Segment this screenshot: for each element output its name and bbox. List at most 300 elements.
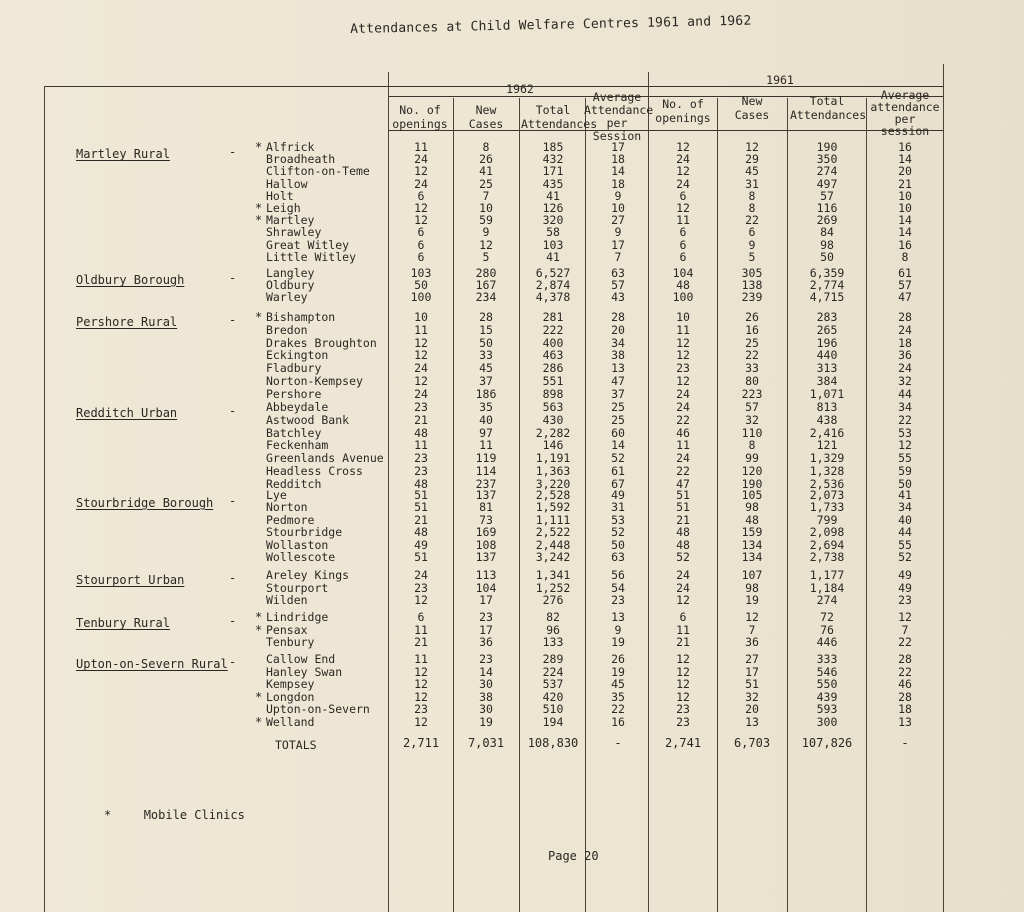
table-cell: 12 [414,689,428,704]
col-header-new-cases-1962: New Cases [468,103,504,131]
table-cell: 22 [898,412,912,427]
table-cell: 2,416 [809,425,845,440]
district-dash: - [229,655,237,669]
table-cell: 126 [542,201,564,215]
table-cell: 286 [542,361,564,376]
table-cell: 10 [414,310,428,324]
table-cell: 12 [676,677,690,692]
table-cell: 35 [479,400,493,414]
table-cell: 20 [745,702,759,717]
table-cell: 265 [816,322,838,337]
centre-name: Wollescote [266,550,336,564]
table-cell: 289 [542,652,564,666]
table-cell: 57 [820,188,834,203]
table-cell: 14 [898,225,912,240]
table-cell: 48 [414,476,428,491]
table-cell: 497 [816,176,838,191]
table-cell: 13 [611,361,625,376]
table-cell: 23 [414,580,428,595]
table-cell: 8 [482,140,490,154]
table-cell: 305 [741,266,763,280]
table-cell: 190 [816,140,838,154]
table-cell: 14 [898,152,912,167]
table-cell: 24 [898,322,912,337]
table-cell: 31 [745,176,759,191]
table-cell: 1,252 [535,580,571,595]
table-cell: 52 [611,451,625,466]
table-cell: 44 [898,386,912,401]
centre-name: Fladbury [266,361,322,376]
table-cell: 40 [479,412,493,427]
table-cell: 21 [676,635,690,650]
centre-name: Wollaston [266,537,329,552]
table-cell: 49 [414,537,428,552]
centre-name: Stourport [266,580,329,595]
table-cell: 22 [745,348,759,363]
table-cell: 813 [816,400,838,414]
table-cell: 37 [479,374,493,388]
centre-name: Alfrick [266,140,315,154]
table-cell: 25 [611,400,625,414]
table-cell: 21 [414,512,428,527]
table-cell: 51 [676,488,690,502]
total-openings-1962: 2,711 [402,736,440,750]
table-cell: 171 [542,164,564,179]
table-cell: 24 [676,400,690,414]
table-cell: 119 [475,451,497,466]
table-cell: 12 [414,677,428,692]
table-cell: 104 [672,266,694,280]
table-cell: 8 [901,249,909,264]
table-cell: 3,220 [535,476,571,491]
table-cell: 34 [611,335,625,350]
year-1961-header: 1961 [766,73,794,87]
table-cell: 6 [679,188,687,203]
table-cell: 23 [676,715,690,729]
table-cell: 10 [611,201,625,215]
table-cell: 11 [414,322,428,337]
table-cell: 19 [611,664,625,679]
table-cell: 48 [676,537,690,552]
table-cell: 134 [741,537,763,552]
table-cell: 438 [816,412,838,427]
table-cell: 52 [611,525,625,540]
centre-name: Pensax [266,622,308,637]
table-cell: 10 [898,188,912,203]
table-cell: 52 [898,550,912,564]
table-cell: 12 [676,335,690,350]
table-cell: 61 [898,266,912,280]
table-cell: 98 [820,237,834,252]
table-cell: 35 [611,689,625,704]
centre-name: Shrawley [266,225,322,240]
table-cell: 537 [542,677,564,692]
table-cell: 50 [479,335,493,350]
table-cell: 27 [745,652,759,666]
page-title: Attendances at Child Welfare Centres 1961 and 1962 [350,13,752,37]
district-label: Tenbury Rural [76,616,170,630]
table-cell: 19 [611,635,625,650]
table-cell: 67 [611,476,625,491]
col-header-total-1962: Total Attendances [521,103,598,131]
table-cell: 350 [816,152,838,167]
table-cell: 25 [745,335,759,350]
table-cell: 103 [410,266,432,280]
table-cell: 8 [748,201,756,215]
table-cell: 435 [542,176,564,191]
table-cell: 234 [475,290,497,305]
table-cell: 15 [479,322,493,337]
col-header-total-1961: Total Attendances [790,94,867,122]
year-1962-header: 1962 [506,82,534,96]
table-cell: 2,694 [809,537,845,552]
table-cell: 24 [676,152,690,167]
table-cell: 23 [414,464,428,478]
table-cell: 27 [611,213,625,228]
table-cell: 30 [479,677,493,692]
table-cell: 19 [745,593,759,608]
table-cell: 510 [542,702,564,717]
table-cell: 47 [898,290,912,305]
centre-name: Areley Kings [266,568,350,582]
col-header-openings-1961: No. of openings [655,97,711,125]
table-cell: 12 [745,610,759,624]
table-cell: 11 [676,213,690,228]
table-cell: 12 [414,593,428,608]
table-cell: 46 [898,677,912,692]
table-cell: 21 [414,635,428,650]
table-cell: 12 [898,610,912,624]
table-cell: 550 [816,677,838,692]
centre-name: Batchley [266,425,322,440]
table-cell: 81 [479,500,493,515]
table-cell: 799 [816,512,838,527]
table-cell: 22 [611,702,625,717]
table-cell: 41 [898,488,912,502]
centre-name: Bishampton [266,310,336,324]
footnote [104,808,245,822]
district-dash: - [229,271,237,285]
table-cell: 41 [479,164,493,179]
centre-name: Stourbridge [266,525,343,540]
table-cell: 22 [898,664,912,679]
table-cell: 9 [482,225,490,240]
table-cell: 24 [898,361,912,376]
table-cell: 49 [898,568,912,582]
table-cell: 223 [741,386,763,401]
table-cell: 23 [479,610,493,624]
table-cell: 313 [816,361,838,376]
centre-name: Leigh [266,201,301,215]
col-header-new-cases-1961: New Cases [734,94,770,122]
table-cell: 23 [611,593,625,608]
table-cell: 21 [414,412,428,427]
table-cell: 36 [479,635,493,650]
table-cell: 384 [816,374,838,388]
table-cell: 24 [676,568,690,582]
centre-name: Astwood Bank [266,412,350,427]
table-cell: 7 [748,622,756,637]
table-cell: 1,184 [809,580,845,595]
district-label: Redditch Urban [76,406,178,420]
table-cell: 2,522 [535,525,571,540]
district-dash: - [229,614,237,628]
table-cell: 12 [414,348,428,363]
table-cell: 1,071 [809,386,845,401]
table-cell: 23 [414,702,428,717]
table-cell: 137 [475,488,497,502]
table-cell: 38 [479,689,493,704]
table-cell: 57 [898,278,912,293]
centre-name: Norton-Kempsey [266,374,363,388]
table-cell: 6 [748,225,756,240]
table-cell: 100 [672,290,694,305]
table-cell: 11 [414,140,428,154]
table-cell: 13 [745,715,759,729]
table-cell: 8 [748,438,756,453]
table-cell: 167 [475,278,497,293]
table-cell: 51 [676,500,690,515]
table-cell: 18 [898,335,912,350]
total-new-cases-1961: 6,703 [733,736,771,750]
table-cell: 12 [745,140,759,154]
table-cell: 98 [745,580,759,595]
table-cell: 2,528 [535,488,571,502]
table-cell: 47 [676,476,690,491]
table-cell: 12 [676,348,690,363]
table-cell: 23 [414,400,428,414]
table-cell: 10 [479,201,493,215]
table-cell: 12 [676,201,690,215]
table-cell: 52 [676,550,690,564]
table-cell: 54 [611,580,625,595]
centre-name: Lindridge [266,610,329,624]
table-cell: 5 [748,249,756,264]
mobile-clinic-marker: * [255,201,263,215]
centre-name: Wilden [266,593,308,608]
table-cell: 24 [676,580,690,595]
table-cell: 12 [414,664,428,679]
table-cell: 300 [816,715,838,729]
table-cell: 110 [741,425,763,440]
col-header-average-1962: Average Attendance per Session [584,90,654,143]
table-cell: 2,774 [809,278,845,293]
table-cell: 45 [611,677,625,692]
table-cell: 28 [898,310,912,324]
table-cell: 2,738 [809,550,845,564]
table-row [0,250,944,264]
table-cell: 107 [741,568,763,582]
table-cell: 12 [676,664,690,679]
table-cell: 24 [414,386,428,401]
table-cell: 28 [611,310,625,324]
table-cell: 24 [676,386,690,401]
table-cell: 26 [611,652,625,666]
table-cell: 113 [475,568,497,582]
centre-name: Hallow [266,176,308,191]
table-cell: 22 [898,635,912,650]
table-cell: 51 [414,550,428,564]
table-cell: 12 [898,438,912,453]
district-dash: - [229,145,237,159]
table-cell: 1,191 [535,451,571,466]
table-cell: 16 [898,237,912,252]
table-cell: 18 [898,702,912,717]
table-cell: 114 [475,464,497,478]
table-cell: 333 [816,652,838,666]
table-cell: 96 [546,622,560,637]
table-cell: 36 [898,348,912,363]
centre-name: Hanley Swan [266,664,343,679]
district-label: Stourport Urban [76,573,185,587]
table-cell: 320 [542,213,564,228]
totals-label: TOTALS [275,738,317,752]
table-cell: 25 [611,412,625,427]
table-cell: 11 [414,652,428,666]
table-cell: 6,359 [809,266,845,280]
table-cell: 432 [542,152,564,167]
table-cell: 48 [414,525,428,540]
table-cell: 121 [816,438,838,453]
mobile-clinic-marker: * [255,310,263,324]
table-row [0,593,944,607]
table-cell: 33 [479,348,493,363]
centre-name: Great Witley [266,237,350,252]
centre-name: Tenbury [266,635,315,650]
table-cell: 24 [414,176,428,191]
total-average-1961: - [901,736,909,750]
table-cell: 76 [820,622,834,637]
centre-name: Oldbury [266,278,315,293]
table-cell: 37 [611,386,625,401]
table-cell: 7 [901,622,909,637]
table-cell: 274 [816,164,838,179]
table-cell: 32 [745,412,759,427]
table-cell: 24 [414,361,428,376]
table-cell: 12 [676,164,690,179]
table-cell: 2,282 [535,425,571,440]
table-cell: 23 [479,652,493,666]
table-cell: 6 [679,249,687,264]
table-cell: 45 [745,164,759,179]
table-cell: 1,111 [535,512,571,527]
table-cell: 55 [898,537,912,552]
district-label: Stourbridge Borough [76,496,214,510]
table-row [0,290,944,304]
table-cell: 43 [611,290,625,305]
total-average-1962: - [614,736,622,750]
table-cell: 53 [898,425,912,440]
centre-name: Headless Cross [266,464,363,478]
table-cell: 169 [475,525,497,540]
table-cell: 47 [611,374,625,388]
table-cell: 17 [479,622,493,637]
table-cell: 7 [482,188,490,203]
table-cell: 34 [898,400,912,414]
table-cell: 440 [816,348,838,363]
table-cell: 134 [741,550,763,564]
table-cell: 283 [816,310,838,324]
table-cell: 57 [611,278,625,293]
table-cell: 17 [479,593,493,608]
centre-name: Abbeydale [266,400,329,414]
table-cell: 3,242 [535,550,571,564]
table-cell: 17 [611,140,625,154]
district-label: Pershore Rural [76,315,178,329]
mobile-clinic-marker: * [255,622,263,637]
table-cell: 14 [611,438,625,453]
mobile-clinic-marker: * [255,213,263,228]
table-cell: 50 [414,278,428,293]
table-cell: 593 [816,702,838,717]
table-cell: 222 [542,322,564,337]
table-cell: 22 [676,412,690,427]
centre-name: Martley [266,213,315,228]
table-cell: 6 [679,610,687,624]
table-cell: 32 [745,689,759,704]
footnote-star: * [104,808,112,822]
table-cell: 32 [898,374,912,388]
district-dash: - [229,571,237,585]
table-row [0,715,944,729]
table-cell: 59 [479,213,493,228]
table-cell: 24 [676,176,690,191]
table-cell: 40 [898,512,912,527]
table-cell: 12 [676,652,690,666]
table-cell: 11 [676,438,690,453]
table-cell: 38 [611,348,625,363]
table-cell: 8 [748,188,756,203]
table-cell: 11 [479,438,493,453]
table-cell: 51 [414,488,428,502]
centre-name: Eckington [266,348,329,363]
centre-name: Pedmore [266,512,315,527]
table-cell: 6,527 [535,266,571,280]
table-cell: 16 [898,140,912,154]
table-cell: 73 [479,512,493,527]
centre-name: Lye [266,488,287,502]
table-cell: 63 [611,266,625,280]
table-cell: 18 [611,176,625,191]
table-cell: 185 [542,140,564,154]
table-row [0,550,944,564]
table-cell: 9 [748,237,756,252]
table-cell: 12 [414,374,428,388]
table-cell: 9 [614,188,622,203]
table-cell: 12 [414,201,428,215]
table-cell: 22 [676,464,690,478]
table-cell: 97 [479,425,493,440]
table-cell: 1,341 [535,568,571,582]
table-cell: 11 [414,622,428,637]
table-cell: 224 [542,664,564,679]
table-cell: 190 [741,476,763,491]
table-cell: 194 [542,715,564,729]
table-cell: 133 [542,635,564,650]
table-cell: 50 [611,537,625,552]
centre-name: Warley [266,290,308,305]
centre-name: Holt [266,188,294,203]
centre-name: Upton-on-Severn [266,702,370,717]
table-cell: 2,448 [535,537,571,552]
district-dash: - [229,494,237,508]
table-cell: 49 [898,580,912,595]
centre-name: Feckenham [266,438,329,453]
district-dash: - [229,404,237,418]
table-cell: 28 [898,652,912,666]
centre-name: Redditch [266,476,322,491]
table-cell: 99 [745,451,759,466]
